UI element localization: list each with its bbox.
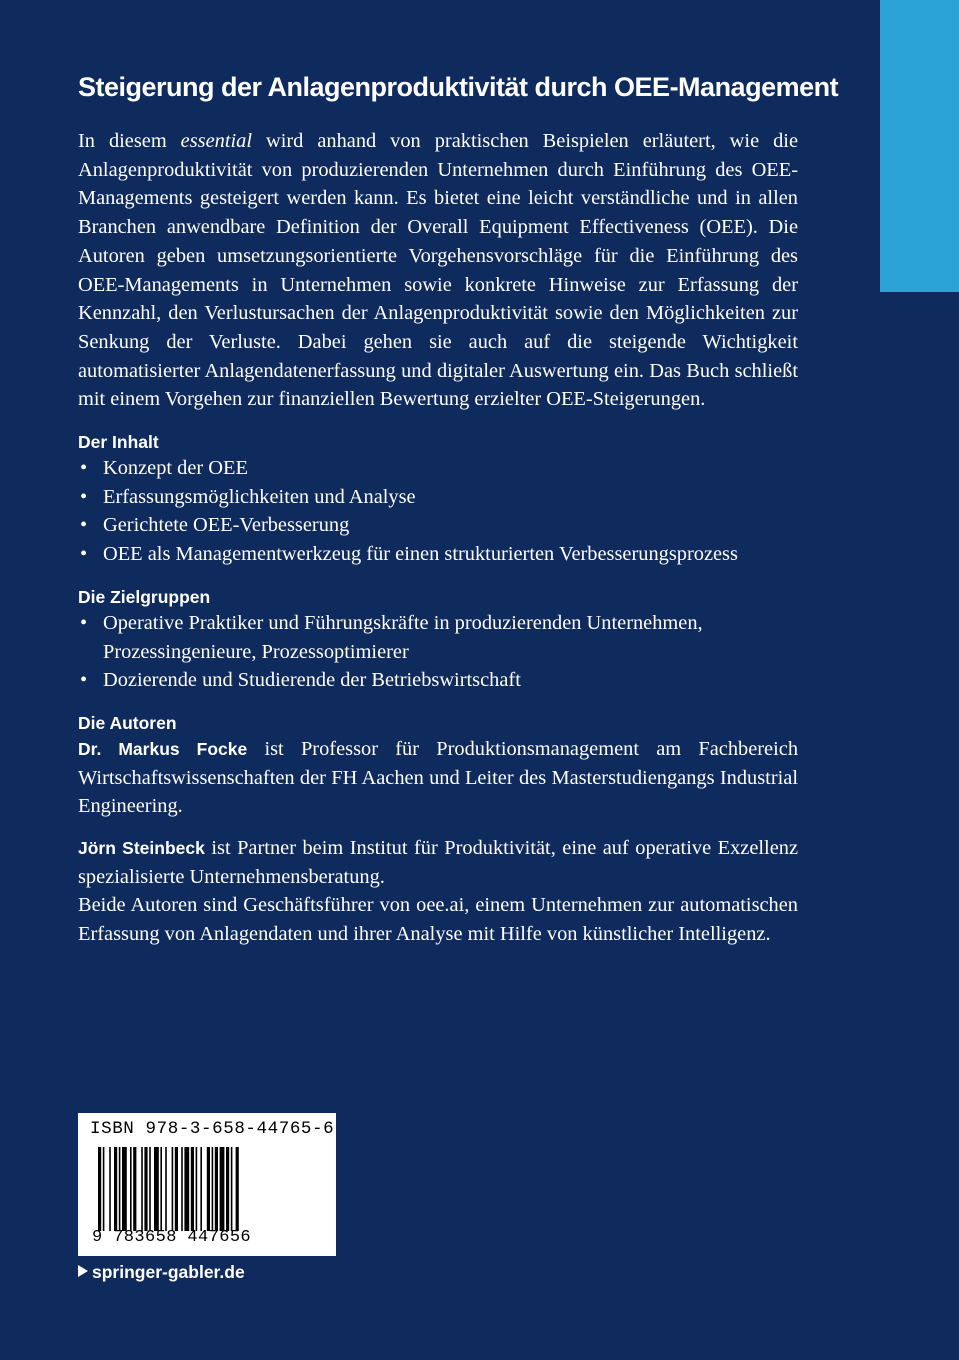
barcode-bar bbox=[231, 1147, 233, 1231]
author2-paragraph bbox=[78, 834, 798, 891]
play-arrow-icon bbox=[78, 1265, 88, 1277]
list-item-text: Konzept der OEE bbox=[103, 457, 248, 480]
zielgruppen-list bbox=[78, 609, 798, 695]
barcode-bar bbox=[191, 1147, 194, 1231]
barcode-bar bbox=[236, 1147, 239, 1231]
inhalt-section bbox=[78, 430, 798, 569]
inhalt-list bbox=[78, 454, 798, 569]
barcode-bar bbox=[141, 1147, 143, 1231]
barcode-bar bbox=[122, 1147, 127, 1231]
barcode bbox=[98, 1147, 316, 1231]
intro-emphasis: essential bbox=[180, 130, 253, 152]
barcode-bar bbox=[130, 1147, 132, 1231]
bullet-icon: • bbox=[80, 457, 88, 480]
barcode-number: 9 783658 447656 bbox=[92, 1228, 252, 1247]
barcode-bar bbox=[172, 1147, 174, 1231]
list-item-text: Dozierende und Studierende der Betriebswirtschaft bbox=[103, 669, 521, 692]
inhalt-heading: Der Inhalt bbox=[78, 432, 159, 453]
barcode-bar bbox=[119, 1147, 121, 1231]
barcode-bar bbox=[154, 1147, 159, 1231]
authors-closing: Beide Autoren sind Geschäftsführer von oee.ai, einem Unternehmen zur automatischen Erfassung von Anlagendaten und ihrer Analyse mit Hilfe von künstlicher Intelligenz. bbox=[78, 894, 798, 946]
website-link[interactable] bbox=[78, 1262, 245, 1283]
author1-paragraph bbox=[78, 735, 798, 821]
list-item-text: OEE als Managementwerkzeug für einen strukturierten Verbesserungsprozess bbox=[103, 543, 738, 566]
barcode-bar bbox=[133, 1147, 136, 1231]
isbn-label: ISBN 978-3-658-44765-6 bbox=[90, 1119, 335, 1139]
list-item-text: Gerichtete OEE-Verbesserung bbox=[103, 514, 350, 537]
intro-text-rest: wird anhand von praktischen Beispielen erläutert, wie die Anlagenproduktivität von produzierenden Unternehmen durch Einführung des OEE-Managements gesteigert werden kann. Es bietet eine leicht verständliche und in allen Branchen anwendbare Definition der Overall Equipment Effectiveness (OEE). Die Autoren geben umsetzungsorientierte Vorgehensvorschläge für die Einführung des OEE-Managements in Unternehmen sowie konkrete Hinweise zur Erfassung der Kennzahl, den Verlustursachen der Anlagenproduktivität sowie den Möglichkeiten zur Senkung der Verluste. Dabei gehen sie auch auf die steigende Wichtigkeit automatisierter Anlagendatenerfassung und digitaler Auswertung ein. Das Buch schließt mit einem Vorgehen zur finanziellen Bewertung erzielter OEE-Steigerungen. bbox=[78, 130, 798, 411]
bullet-icon: • bbox=[80, 611, 88, 634]
bullet-icon: • bbox=[80, 485, 88, 508]
barcode-bar bbox=[220, 1147, 225, 1231]
author1-bio: ist Professor für Produktionsmanagement am Fachbereich Wirtschaftswissenschaften der FH Aachen und Leiter des Masterstudiengangs Industrial Engineering. bbox=[78, 737, 799, 818]
author2-bio: ist Partner beim Institut für Produktivität, eine auf operative Exzellenz spezialisierte Unternehmensberatung. bbox=[78, 837, 798, 888]
bullet-icon: • bbox=[80, 514, 88, 537]
website-text: springer-gabler.de bbox=[92, 1262, 245, 1282]
barcode-bar bbox=[226, 1147, 229, 1231]
isbn-barcode-box bbox=[78, 1113, 336, 1256]
barcode-bar bbox=[215, 1147, 218, 1231]
barcode-bar bbox=[103, 1147, 105, 1231]
barcode-bar bbox=[149, 1147, 151, 1231]
barcode-bar bbox=[181, 1147, 183, 1231]
barcode-bar bbox=[114, 1147, 117, 1231]
bullet-icon: • bbox=[80, 669, 88, 692]
bullet-icon: • bbox=[80, 543, 88, 566]
back-cover-content bbox=[78, 72, 839, 949]
barcode-bar bbox=[207, 1147, 210, 1231]
barcode-bar bbox=[212, 1147, 214, 1231]
list-item bbox=[78, 609, 798, 666]
intro-paragraph bbox=[78, 127, 798, 414]
list-item bbox=[78, 540, 798, 569]
barcode-bar bbox=[109, 1147, 111, 1231]
list-item bbox=[78, 454, 798, 483]
list-item bbox=[78, 483, 798, 512]
autoren-heading: Die Autoren bbox=[78, 712, 177, 733]
barcode-bar bbox=[160, 1147, 162, 1231]
author1-name: Dr. Markus Focke bbox=[78, 738, 248, 759]
barcode-bar bbox=[144, 1147, 147, 1231]
list-item-text: Operative Praktiker und Führungskräfte in produzierenden Unternehmen, Prozessingenieure, Prozessoptimierer bbox=[103, 611, 703, 663]
book-title: Steigerung der Anlagenproduktivität durch OEE-Management bbox=[78, 72, 839, 102]
zielgruppen-heading: Die Zielgruppen bbox=[78, 586, 211, 607]
accent-bar bbox=[880, 0, 959, 292]
list-item bbox=[78, 511, 798, 540]
autoren-section bbox=[78, 711, 798, 949]
barcode-bar bbox=[196, 1147, 198, 1231]
barcode-bar bbox=[200, 1147, 202, 1231]
barcode-bar bbox=[165, 1147, 167, 1231]
barcode-bar bbox=[184, 1147, 189, 1231]
barcode-bar bbox=[98, 1147, 101, 1231]
author2-name: Jörn Steinbeck bbox=[78, 838, 205, 859]
intro-text-start: In diesem bbox=[78, 130, 181, 152]
barcode-bar bbox=[175, 1147, 178, 1231]
list-item-text: Erfassungsmöglichkeiten und Analyse bbox=[103, 485, 416, 508]
list-item bbox=[78, 666, 798, 695]
zielgruppen-section bbox=[78, 585, 798, 695]
